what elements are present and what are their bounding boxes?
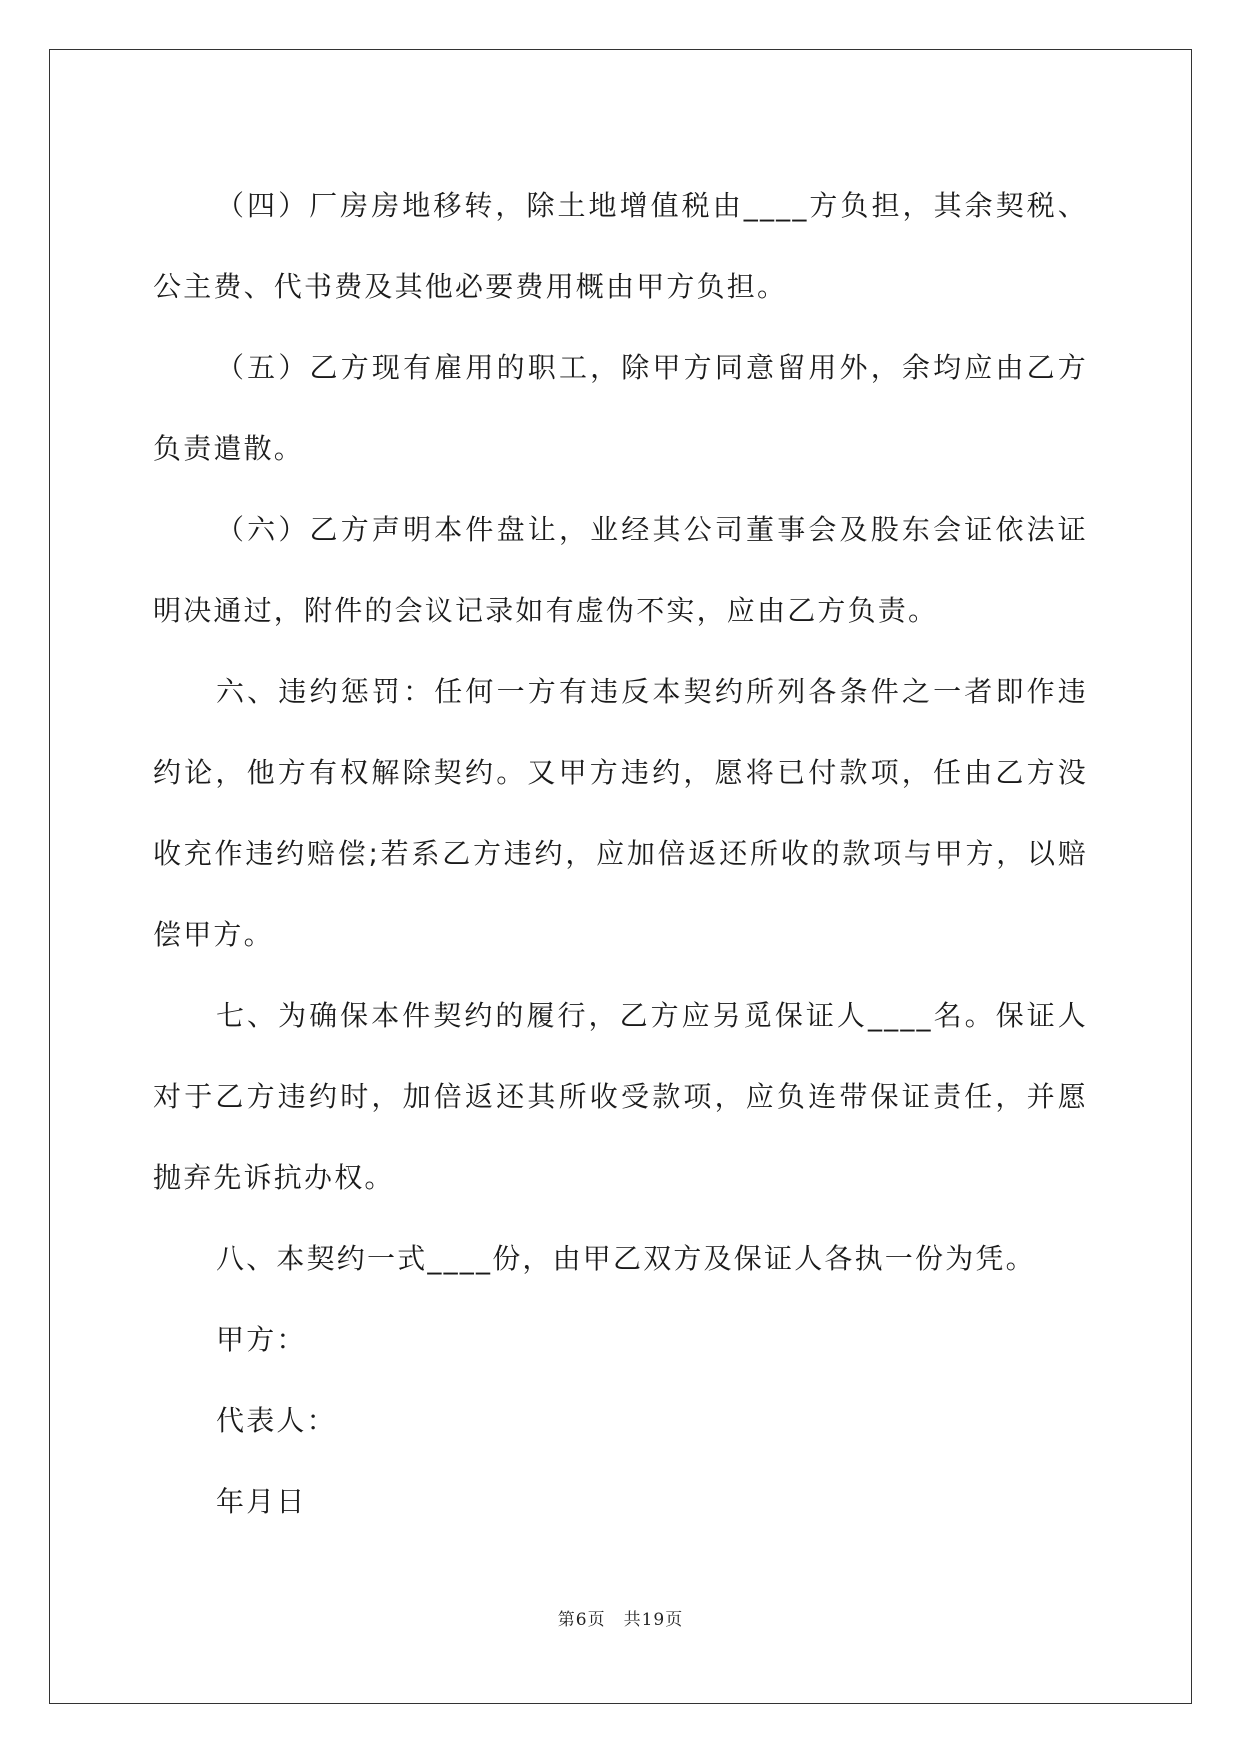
copies-paragraph: 八、本契约一式____份，由甲乙双方及保证人各执一份为凭。 <box>216 1242 1036 1275</box>
date-label: 年月日 <box>216 1485 307 1518</box>
party-a-label: 甲方： <box>216 1323 307 1356</box>
page-number-footer: 第6页 共19页 <box>557 1610 684 1630</box>
breach-penalty-paragraph: 六、违约惩罚：任何一方有违反本契约所列各条件之一者即作违约论，他方有权解除契约。又甲方违约，愿将已付款项，任由乙方没收充作违约赔偿;若系乙方违约，应加倍返还所收的款项与甲方，以赔偿甲方。 <box>153 675 1088 951</box>
clause-4-paragraph: （四）厂房房地移转，除土地增值税由____方负担，其余契税、公主费、代书费及其他必要费用概由甲方负担。 <box>153 189 1088 303</box>
representative-label: 代表人： <box>216 1404 337 1437</box>
clause-6-paragraph: （六）乙方声明本件盘让，业经其公司董事会及股东会证依法证明决通过，附件的会议记录如有虚伪不实，应由乙方负责。 <box>153 513 1088 627</box>
document-body <box>153 165 1088 1542</box>
guarantor-paragraph: 七、为确保本件契约的履行，乙方应另觅保证人____名。保证人对于乙方违约时，加倍返还其所收受款项，应负连带保证责任，并愿抛弃先诉抗办权。 <box>153 999 1088 1194</box>
clause-5-paragraph: （五）乙方现有雇用的职工，除甲方同意留用外，余均应由乙方负责遣散。 <box>153 351 1088 465</box>
